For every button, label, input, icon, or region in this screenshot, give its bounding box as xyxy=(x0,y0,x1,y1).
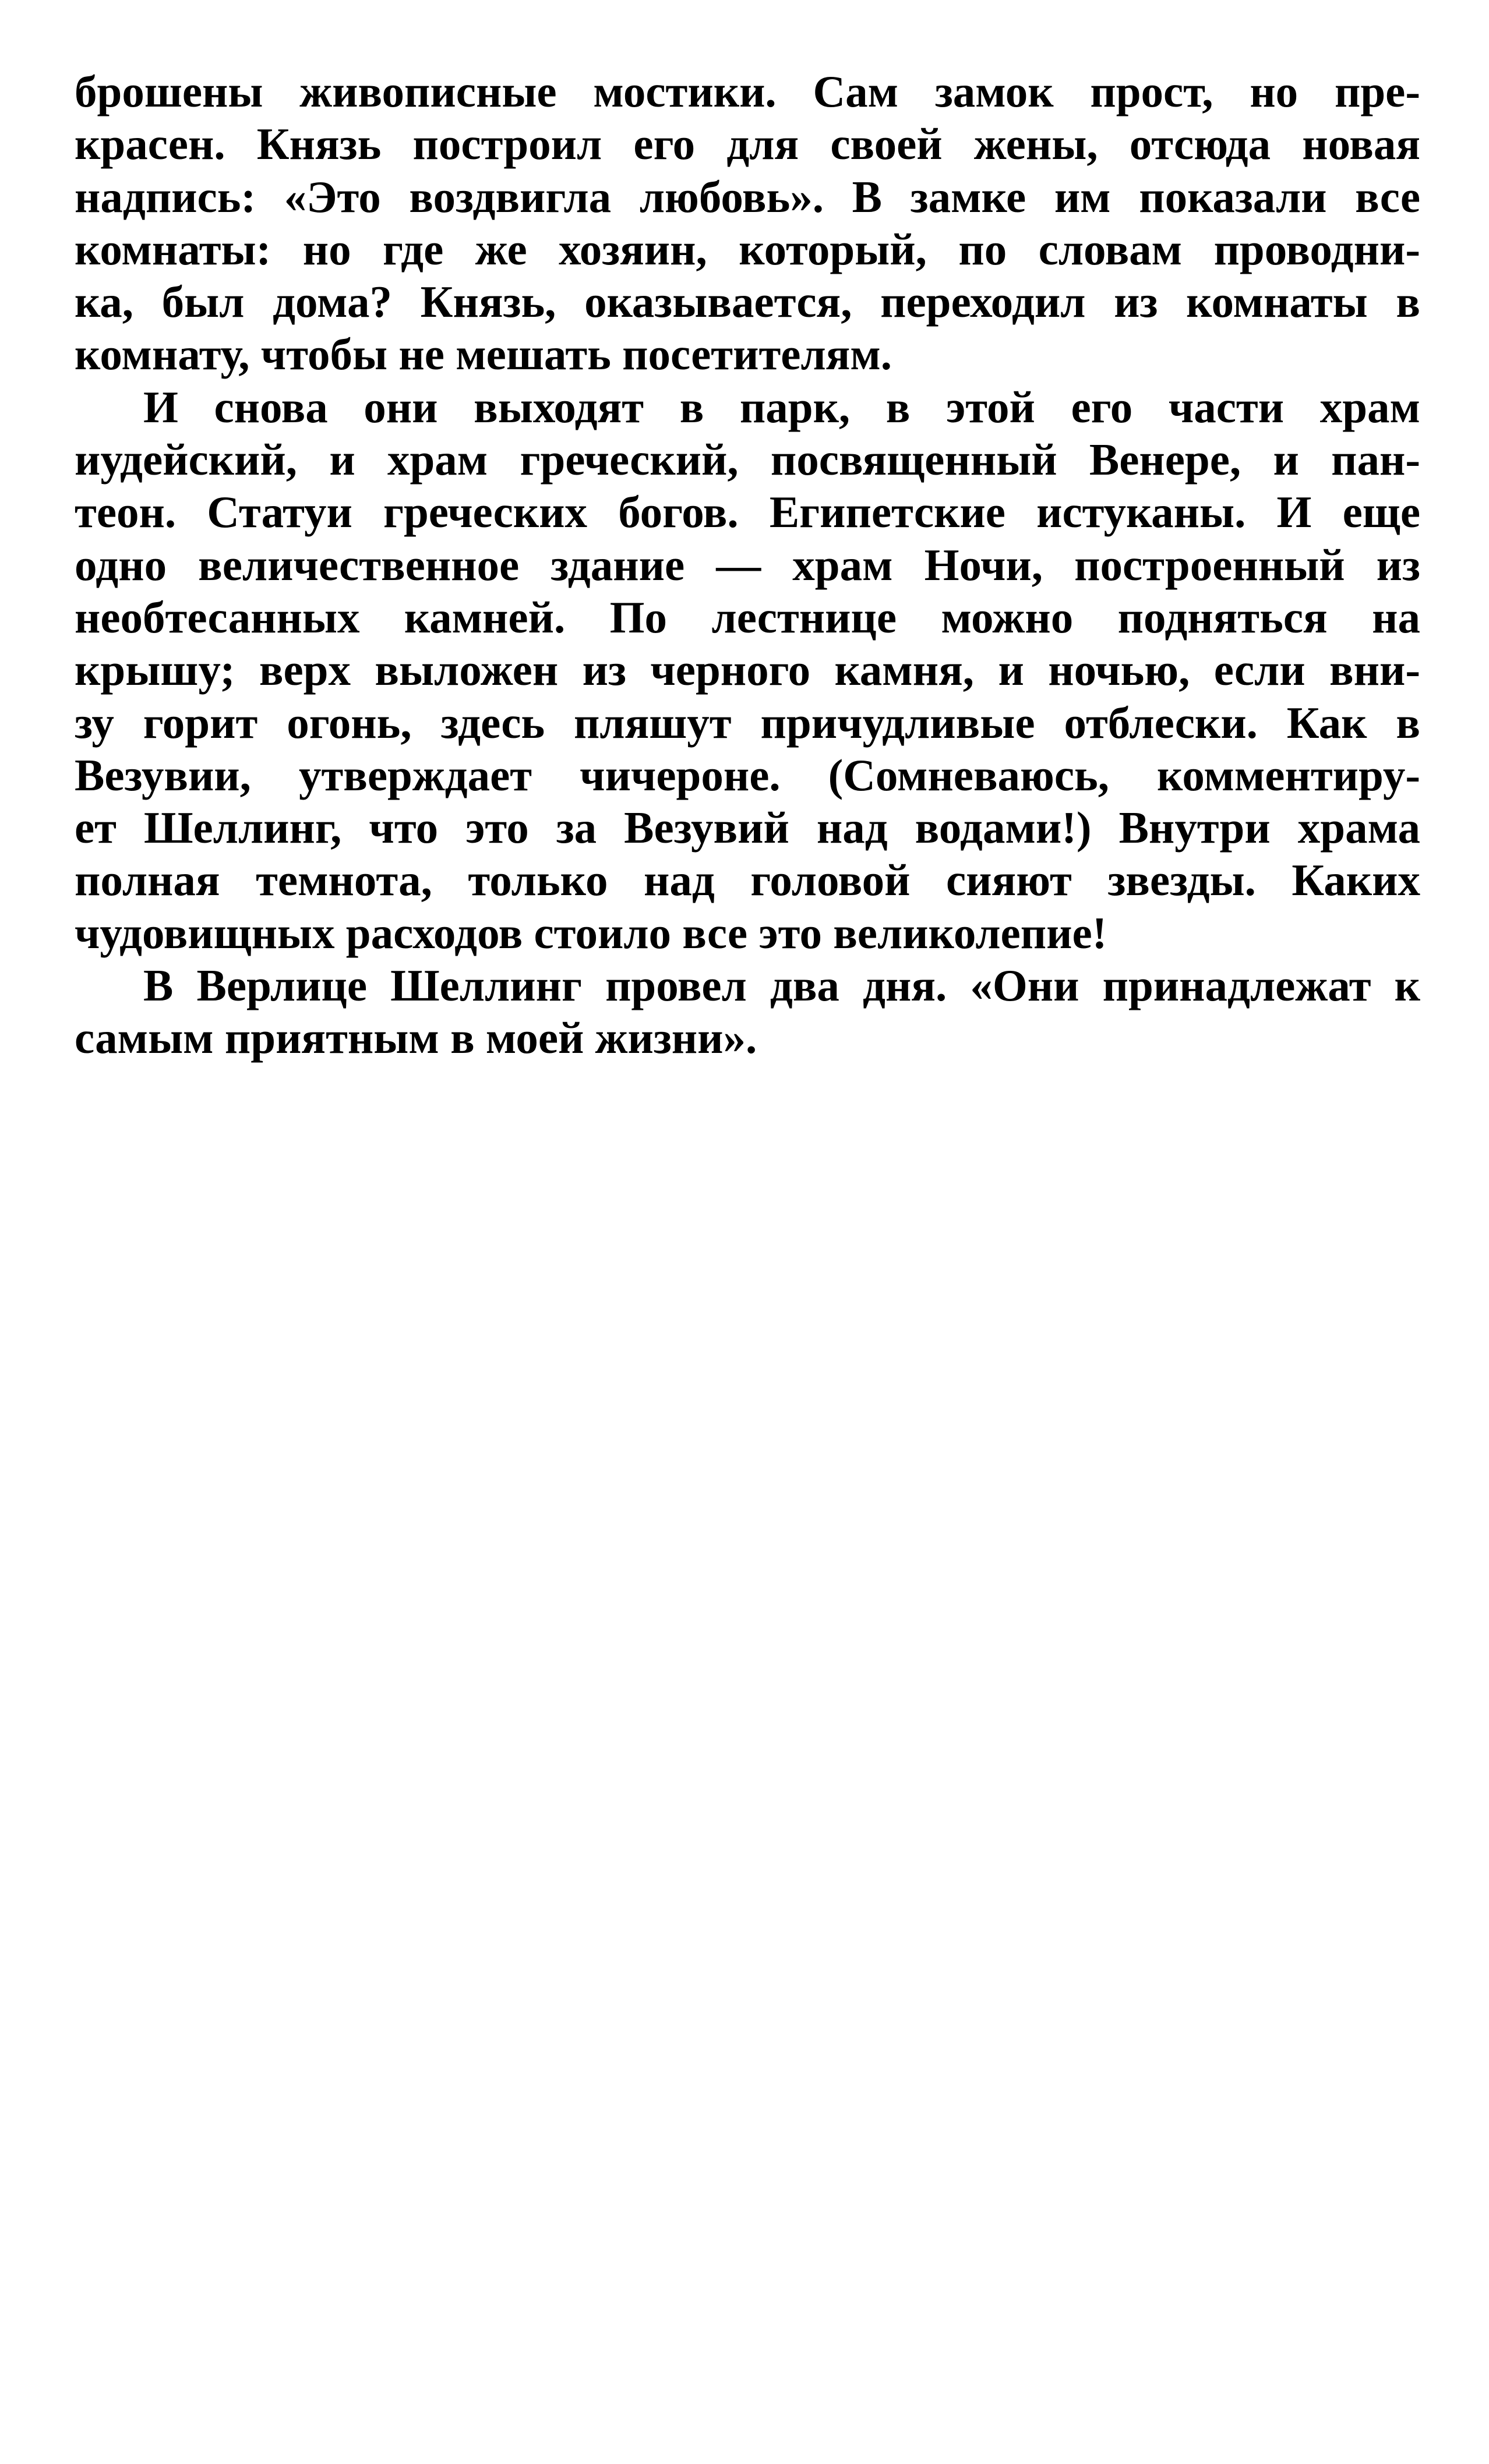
text-line: теон. Статуи греческих богов. Египетские истуканы. И еще xyxy=(75,487,1420,538)
text-line: крышу; верх выложен из черного камня, и ночью, если вни- xyxy=(75,645,1420,695)
text-line: Везувии, утверждает чичероне. (Сомневаюсь, комментиру- xyxy=(75,750,1420,800)
text-line: комнаты: но где же хозяин, который, по словам проводни- xyxy=(75,224,1420,274)
text-line: зу горит огонь, здесь пляшут причудливые отблески. Как в xyxy=(75,697,1420,748)
text-line: ет Шеллинг, что это за Везувий над водами!) Внутри храма xyxy=(75,803,1420,853)
paragraph-1 xyxy=(75,65,1420,381)
text-line: комнату, чтобы не мешать посетителям. xyxy=(75,329,892,380)
text-line: необтесанных камней. По лестнице можно подняться на xyxy=(75,592,1420,642)
text-line: красен. Князь построил его для своей жены, отсюда новая xyxy=(75,119,1420,169)
text-line: И снова они выходят в парк, в этой его части храм xyxy=(143,381,1420,432)
text-line: В Верлице Шеллинг провел два дня. «Они принадлежат к xyxy=(143,960,1420,1011)
text-line: одно величественное здание — храм Ночи, построенный из xyxy=(75,539,1420,590)
body-text xyxy=(75,65,1420,1065)
paragraph-3 xyxy=(75,959,1420,1065)
text-line: чудовищных расходов стоило все это великолепие! xyxy=(75,907,1107,958)
text-line: надпись: «Это воздвигла любовь». В замке им показали все xyxy=(75,171,1420,222)
text-line: брошены живописные мостики. Сам замок прост, но пре- xyxy=(75,66,1420,116)
paragraph-2 xyxy=(75,381,1420,959)
text-line: самым приятным в моей жизни». xyxy=(75,1013,757,1063)
text-line: ка, был дома? Князь, оказывается, переходил из комнаты в xyxy=(75,277,1420,327)
text-line: полная темнота, только над головой сияют звезды. Каких xyxy=(75,855,1420,906)
text-line: иудейский, и храм греческий, посвященный Венере, и пан- xyxy=(75,434,1420,485)
